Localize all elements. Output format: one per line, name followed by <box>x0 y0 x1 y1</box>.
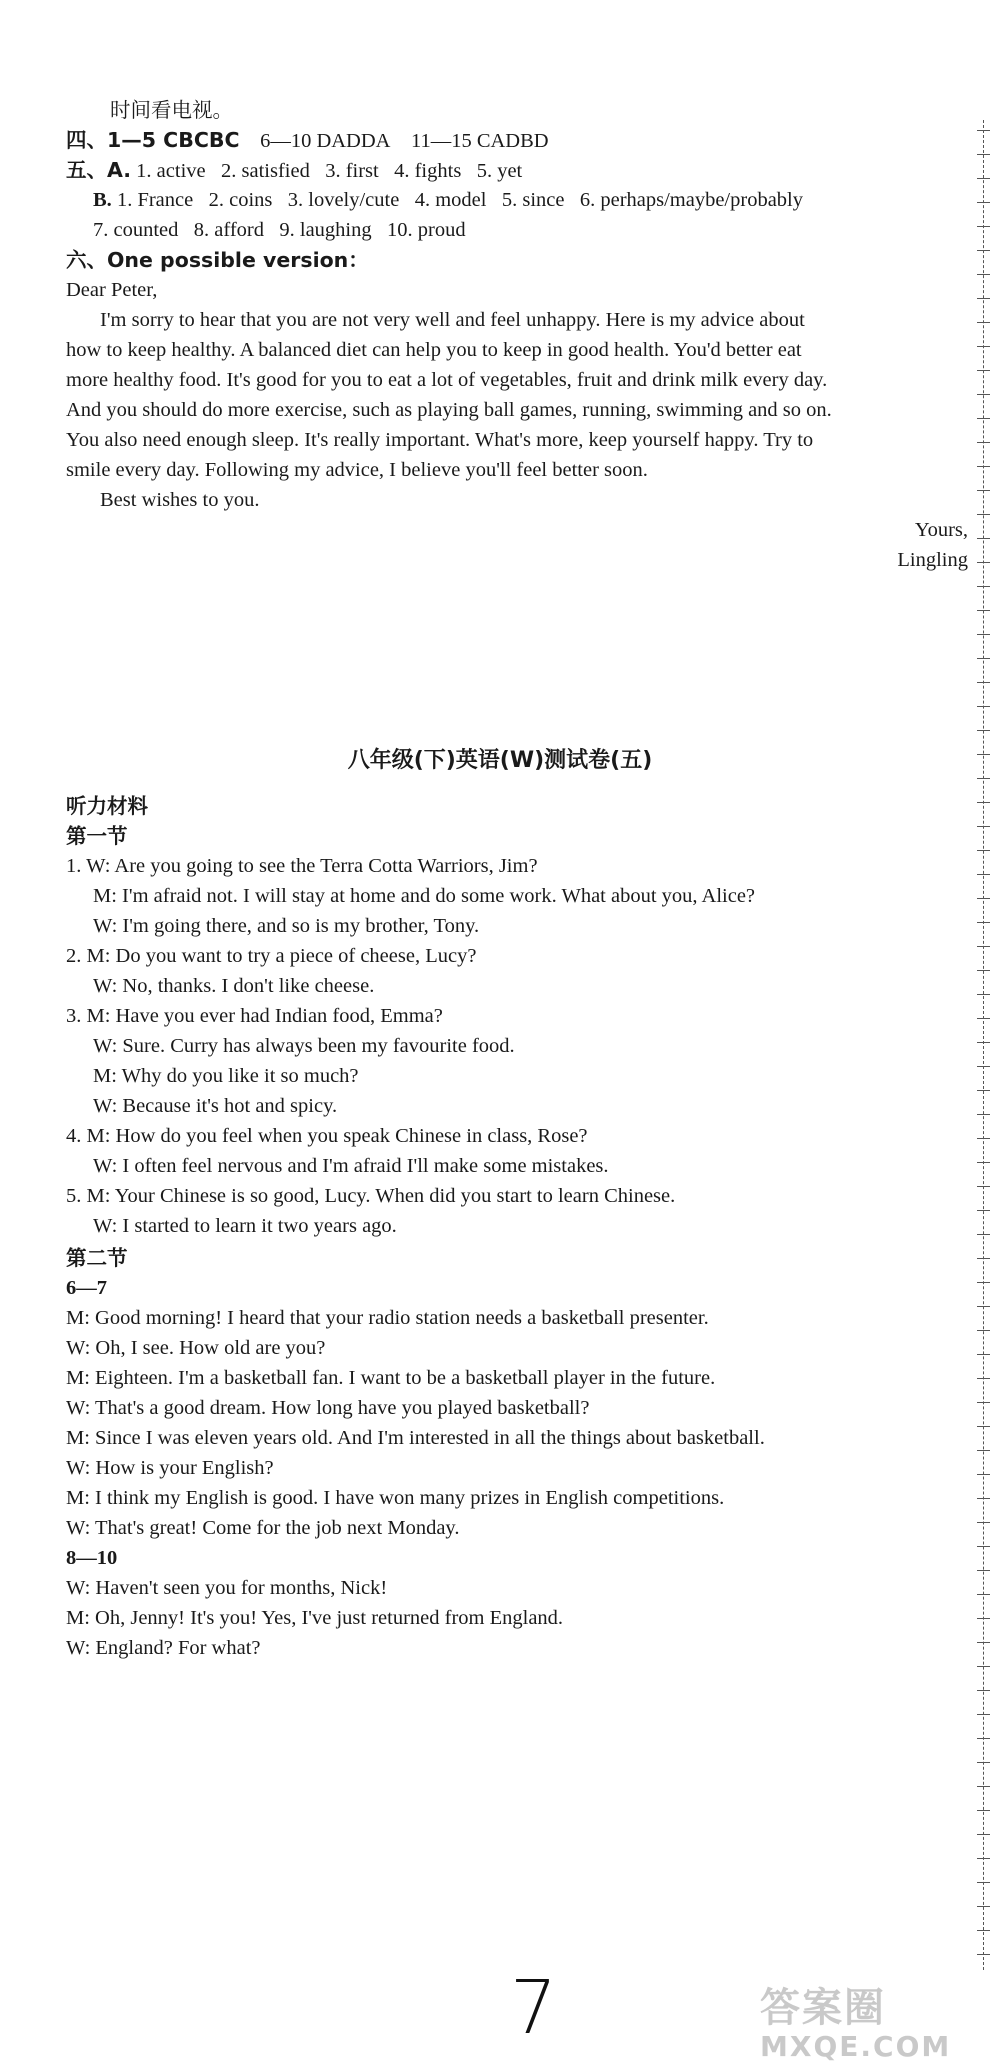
margin-tick <box>977 1906 990 1907</box>
letter-line: You also need enough sleep. It's really important. What's more, keep yourself happy. Try to <box>66 429 814 451</box>
margin-tick <box>977 1114 990 1115</box>
margin-tick <box>977 1330 990 1331</box>
letter-line: And you should do more exercise, such as playing ball games, running, swimming and so on. <box>66 399 832 421</box>
dialogue-line: W: Oh, I see. How old are you? <box>66 1337 326 1359</box>
margin-tick <box>977 1930 990 1931</box>
margin-tick <box>977 1618 990 1619</box>
margin-tick <box>977 1402 990 1403</box>
listening-heading: 听力材料 <box>66 794 148 818</box>
dialogue-line: M: Since I was eleven years old. And I'm interested in all the things about basketball. <box>66 1427 765 1449</box>
answer-item: 6. perhaps/maybe/probably <box>579 189 804 211</box>
margin-tick <box>977 1162 990 1163</box>
dialogue-line: M: Eighteen. I'm a basketball fan. I want to be a basketball player in the future. <box>66 1367 716 1389</box>
letter-line: I'm sorry to hear that you are not very well and feel unhappy. Here is my advice about <box>100 309 805 331</box>
letter-signature: Lingling <box>897 549 968 571</box>
margin-tick <box>977 322 990 323</box>
dialogue-line: M: Why do you like it so much? <box>93 1065 359 1087</box>
margin-tick <box>977 1066 990 1067</box>
dialogue-line: 4. M: How do you feel when you speak Chinese in class, Rose? <box>66 1125 588 1147</box>
margin-tick <box>977 1594 990 1595</box>
dialogue-line: W: England? For what? <box>66 1637 261 1659</box>
margin-tick <box>977 1714 990 1715</box>
answer-item: 2. coins <box>208 189 273 211</box>
watermark-logo <box>760 1985 951 2063</box>
section-6-label: 六、One possible version： <box>66 248 369 272</box>
margin-tick <box>977 202 990 203</box>
dialogue-line: W: No, thanks. I don't like cheese. <box>93 975 375 997</box>
margin-tick <box>977 1546 990 1547</box>
margin-tick <box>977 1762 990 1763</box>
section-5b-label: B. <box>93 189 112 211</box>
margin-tick <box>977 1738 990 1739</box>
margin-tick <box>977 298 990 299</box>
continued-text: 时间看电视。 <box>110 98 233 122</box>
watermark-cn: 答案圈 <box>760 1985 886 2031</box>
margin-tick <box>977 1786 990 1787</box>
margin-tick <box>977 274 990 275</box>
margin-tick <box>977 226 990 227</box>
margin-tick <box>977 1498 990 1499</box>
group-label: 8—10 <box>66 1547 118 1569</box>
margin-tick <box>977 1186 990 1187</box>
margin-tick <box>977 1474 990 1475</box>
letter-line: more healthy food. It's good for you to eat a lot of vegetables, fruit and drink milk every day. <box>66 369 828 391</box>
margin-tick <box>977 1018 990 1019</box>
dialogue-line: W: I started to learn it two years ago. <box>93 1215 397 1237</box>
section-5b-answers-line1 <box>93 186 803 214</box>
margin-tick <box>977 754 990 755</box>
page-number: 7 <box>510 1965 558 2051</box>
dialogue-line: W: That's great! Come for the job next Monday. <box>66 1517 460 1539</box>
margin-tick <box>977 490 990 491</box>
margin-tick <box>977 1354 990 1355</box>
margin-tick <box>977 394 990 395</box>
section-5b-answers-line2 <box>93 216 466 244</box>
margin-tick <box>977 730 990 731</box>
margin-tick <box>977 466 990 467</box>
part1-heading: 第一节 <box>66 824 128 848</box>
margin-tick <box>977 1378 990 1379</box>
section-4-label: 四、1—5 CBCBC <box>66 128 240 152</box>
letter-salutation: Dear Peter, <box>66 279 158 301</box>
dialogue-line: W: I often feel nervous and I'm afraid I'll make some mistakes. <box>93 1155 609 1177</box>
margin-tick <box>977 898 990 899</box>
dialogue-line: 5. M: Your Chinese is so good, Lucy. When did you start to learn Chinese. <box>66 1185 676 1207</box>
margin-tick <box>977 1690 990 1691</box>
dialogue-line: W: Haven't seen you for months, Nick! <box>66 1577 388 1599</box>
margin-tick <box>977 586 990 587</box>
margin-tick <box>977 1306 990 1307</box>
binding-margin-line <box>983 120 984 1970</box>
margin-tick <box>977 1522 990 1523</box>
answer-item: 1. France <box>116 189 194 211</box>
margin-tick <box>977 562 990 563</box>
dialogue-line: M: I'm afraid not. I will stay at home and do some work. What about you, Alice? <box>93 885 756 907</box>
dialogue-line: M: I think my English is good. I have won many prizes in English competitions. <box>66 1487 725 1509</box>
letter-line: smile every day. Following my advice, I believe you'll feel better soon. <box>66 459 648 481</box>
margin-tick <box>977 850 990 851</box>
margin-tick <box>977 994 990 995</box>
margin-tick <box>977 778 990 779</box>
answer-item: 1. active <box>136 160 206 182</box>
section-4-answers <box>66 126 549 155</box>
answer-item: 5. yet <box>476 160 523 182</box>
margin-tick <box>977 1210 990 1211</box>
margin-tick <box>977 1282 990 1283</box>
margin-tick <box>977 874 990 875</box>
part2-heading: 第二节 <box>66 1246 128 1270</box>
margin-tick <box>977 658 990 659</box>
test-title: 八年级(下)英语(W)测试卷(五) <box>347 748 653 773</box>
section-5a-answers <box>66 156 522 185</box>
margin-tick <box>977 514 990 515</box>
section-4-part3: 11—15 CADBD <box>410 130 549 152</box>
margin-tick <box>977 1138 990 1139</box>
answer-item: 8. afford <box>193 219 264 241</box>
margin-tick <box>977 130 990 131</box>
dialogue-line: W: How is your English? <box>66 1457 274 1479</box>
answer-item: 4. fights <box>394 160 462 182</box>
margin-tick <box>977 826 990 827</box>
dialogue-line: W: That's a good dream. How long have you played basketball? <box>66 1397 590 1419</box>
dialogue-line: W: Because it's hot and spicy. <box>93 1095 338 1117</box>
margin-tick <box>977 1882 990 1883</box>
margin-tick <box>977 1666 990 1667</box>
margin-tick <box>977 946 990 947</box>
margin-tick <box>977 250 990 251</box>
margin-tick <box>977 1234 990 1235</box>
margin-tick <box>977 1450 990 1451</box>
margin-tick <box>977 970 990 971</box>
dialogue-line: W: I'm going there, and so is my brother, Tony. <box>93 915 480 937</box>
group-label: 6—7 <box>66 1277 107 1299</box>
margin-tick <box>977 178 990 179</box>
margin-tick <box>977 1858 990 1859</box>
margin-tick <box>977 634 990 635</box>
margin-tick <box>977 1090 990 1091</box>
margin-tick <box>977 1426 990 1427</box>
dialogue-line: M: Oh, Jenny! It's you! Yes, I've just returned from England. <box>66 1607 564 1629</box>
answer-item: 2. satisfied <box>221 160 310 182</box>
margin-tick <box>977 1810 990 1811</box>
dialogue-line: M: Good morning! I heard that your radio station needs a basketball presenter. <box>66 1307 709 1329</box>
answer-item: 5. since <box>501 189 565 211</box>
answer-item: 3. first <box>325 160 379 182</box>
dialogue-line: 2. M: Do you want to try a piece of cheese, Lucy? <box>66 945 477 967</box>
answer-item: 3. lovely/cute <box>287 189 400 211</box>
dialogue-line: 1. W: Are you going to see the Terra Cotta Warriors, Jim? <box>66 855 538 877</box>
watermark-en: MXQE.COM <box>760 2030 952 2063</box>
answer-item: 4. model <box>414 189 487 211</box>
margin-tick <box>977 1042 990 1043</box>
margin-tick <box>977 1954 990 1955</box>
margin-tick <box>977 442 990 443</box>
section-5a-label: 五、A. <box>66 158 132 182</box>
margin-tick <box>977 922 990 923</box>
letter-closing: Yours, <box>914 519 968 541</box>
answer-item: 7. counted <box>93 219 179 241</box>
dialogue-line: W: Sure. Curry has always been my favourite food. <box>93 1035 515 1057</box>
margin-tick <box>977 370 990 371</box>
margin-tick <box>977 538 990 539</box>
margin-tick <box>977 1258 990 1259</box>
section-4-part2: 6—10 DADDA <box>260 130 391 152</box>
letter-line: Best wishes to you. <box>100 489 260 511</box>
margin-tick <box>977 1570 990 1571</box>
letter-line: how to keep healthy. A balanced diet can help you to keep in good health. You'd better eat <box>66 339 802 361</box>
margin-tick <box>977 346 990 347</box>
margin-tick <box>977 1834 990 1835</box>
answer-item: 9. laughing <box>279 219 372 241</box>
margin-tick <box>977 802 990 803</box>
margin-tick <box>977 706 990 707</box>
margin-tick <box>977 1642 990 1643</box>
margin-tick <box>977 610 990 611</box>
answer-item: 10. proud <box>387 219 466 241</box>
margin-tick <box>977 154 990 155</box>
margin-tick <box>977 418 990 419</box>
margin-tick <box>977 682 990 683</box>
dialogue-line: 3. M: Have you ever had Indian food, Emma? <box>66 1005 443 1027</box>
